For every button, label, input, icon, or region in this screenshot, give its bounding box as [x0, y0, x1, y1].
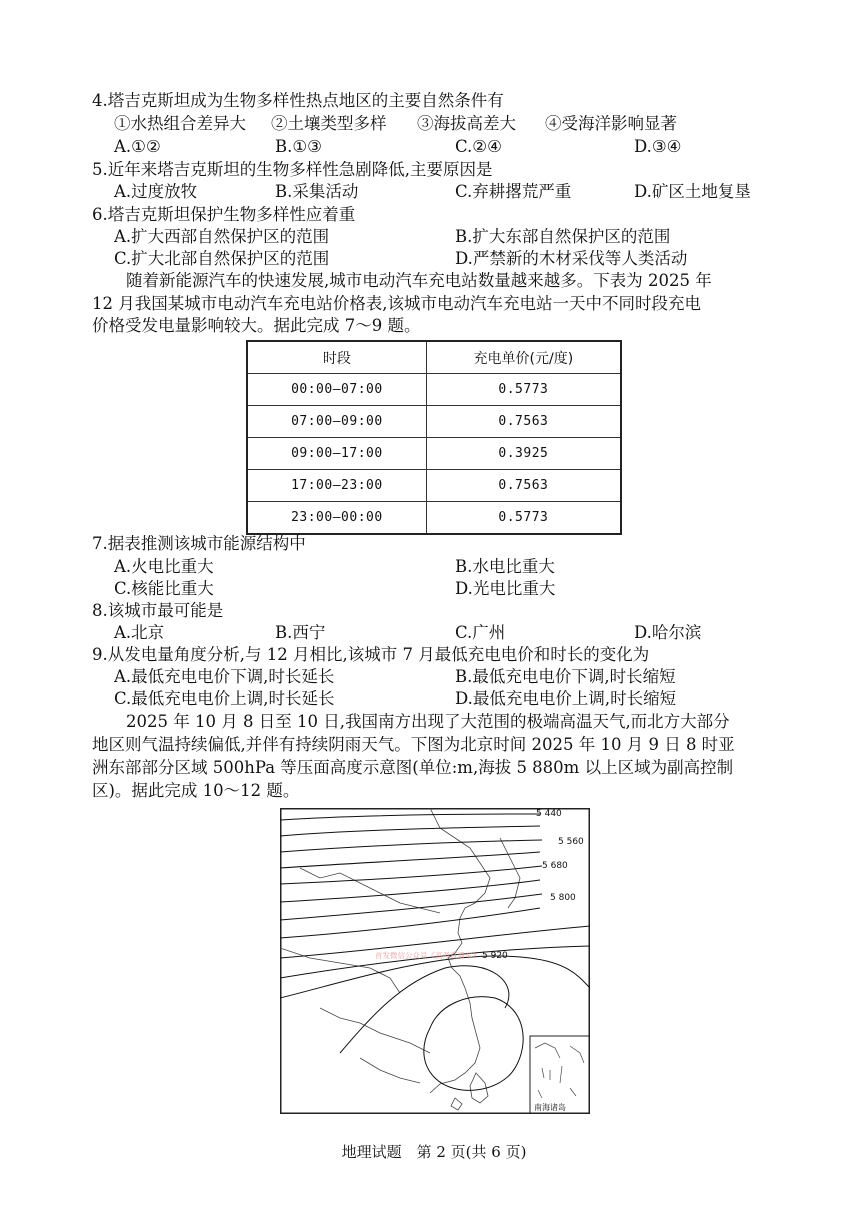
- price-cell: 0.5773: [426, 502, 621, 535]
- q4-option-d: D.③④: [634, 137, 682, 156]
- passage1-line-2: 12 月我国某城市电动汽车充电站价格表,该城市电动汽车充电站一天中不同时段充电: [92, 294, 701, 313]
- passage2-line-1: 2025 年 10 月 8 日至 10 日,我国南方出现了大范围的极端高温天气,而北方大部分: [126, 712, 730, 731]
- contour-label: 5 680: [542, 861, 568, 871]
- q8-option-c: C.广州: [455, 623, 506, 642]
- q9-option-d: D.最低充电电价上调,时长缩短: [455, 689, 677, 708]
- q7-stem: 7.据表推测该城市能源结构中: [92, 534, 306, 553]
- q8-option-d: D.哈尔滨: [634, 623, 702, 642]
- q4-item-2: ②土壤类型多样: [271, 114, 387, 133]
- table-row: [247, 470, 621, 502]
- period-cell: 23:00—00:00: [247, 502, 426, 535]
- passage1-line-1: 随着新能源汽车的快速发展,城市电动汽车充电站数量越来越多。下表为 2025 年: [126, 271, 712, 290]
- table-row: [247, 374, 621, 406]
- inset-label: 南海诸岛: [534, 1103, 566, 1112]
- q8-stem: 8.该城市最可能是: [92, 601, 224, 620]
- contour-label: 5 440: [536, 809, 562, 819]
- q6-option-c: C.扩大北部自然保护区的范围: [114, 249, 330, 268]
- price-cell: 0.7563: [426, 406, 621, 438]
- q9-option-c: C.最低充电电价上调,时长延长: [114, 689, 335, 708]
- table-row: [247, 438, 621, 470]
- q5-stem: 5.近年来塔吉克斯坦的生物多样性急剧降低,主要原因是: [92, 160, 493, 179]
- watermark: 首发微信公众号《高考直通车》: [375, 951, 480, 960]
- q6-option-d: D.严禁新的木材采伐等人类活动: [455, 249, 688, 268]
- period-cell: 07:00—09:00: [247, 406, 426, 438]
- q7-option-a: A.火电比重大: [114, 557, 214, 576]
- q7-option-c: C.核能比重大: [114, 579, 214, 598]
- table-header-price: 充电单价(元/度): [426, 341, 621, 374]
- price-cell: 0.7563: [426, 470, 621, 502]
- q9-option-b: B.最低充电电价下调,时长缩短: [455, 667, 676, 686]
- q9-stem: 9.从发电量角度分析,与 12 月相比,该城市 7 月最低充电电价和时长的变化为: [92, 645, 650, 664]
- period-cell: 00:00—07:00: [247, 374, 426, 406]
- q6-stem: 6.塔吉克斯坦保护生物多样性应着重: [92, 205, 356, 224]
- q5-option-d: D.矿区土地复垦: [634, 182, 751, 201]
- price-cell: 0.3925: [426, 438, 621, 470]
- contour-label: 5 800: [550, 893, 576, 903]
- price-cell: 0.5773: [426, 374, 621, 406]
- table-row: [247, 502, 621, 535]
- q6-option-a: A.扩大西部自然保护区的范围: [114, 227, 330, 246]
- price-table: [246, 340, 622, 535]
- period-cell: 17:00—23:00: [247, 470, 426, 502]
- q8-option-a: A.北京: [114, 623, 165, 642]
- passage2-line-3: 洲东部部分区域 500hPa 等压面高度示意图(单位:m,海拔 5 880m 以上区域为副高控制: [92, 758, 734, 777]
- passage1-line-3: 价格受发电量影响较大。据此完成 7～9 题。: [92, 316, 421, 335]
- table-row: [247, 406, 621, 438]
- q4-item-3: ③海拔高差大: [417, 114, 516, 133]
- table-header-period: 时段: [247, 341, 426, 374]
- isobaric-height-map: [280, 808, 590, 1114]
- q7-option-b: B.水电比重大: [455, 557, 555, 576]
- q4-item-1: ①水热组合差异大: [114, 114, 246, 133]
- q8-option-b: B.西宁: [275, 623, 326, 642]
- q4-option-c: C.②④: [455, 137, 502, 156]
- q5-option-a: A.过度放牧: [114, 182, 198, 201]
- passage2-line-4: 区)。据此完成 10～12 题。: [92, 781, 300, 800]
- passage2-line-2: 地区则气温持续偏低,并伴有持续阴雨天气。下图为北京时间 2025 年 10 月 9 日 8 时亚: [92, 735, 735, 754]
- inset-frame: [530, 1036, 589, 1113]
- page-footer: 地理试题 第 2 页(共 6 页): [341, 1143, 527, 1161]
- q7-option-d: D.光电比重大: [455, 579, 556, 598]
- table-header-row: [247, 341, 621, 374]
- q4-option-a: A.①②: [114, 137, 161, 156]
- q6-option-b: B.扩大东部自然保护区的范围: [455, 227, 671, 246]
- q4-option-b: B.①③: [275, 137, 322, 156]
- q4-stem: 4.塔吉克斯坦成为生物多样性热点地区的主要自然条件有: [92, 91, 504, 110]
- contour-label: 5 560: [558, 837, 584, 847]
- q5-option-b: B.采集活动: [275, 182, 359, 201]
- q5-option-c: C.弃耕撂荒严重: [455, 182, 572, 201]
- q9-option-a: A.最低充电电价下调,时长延长: [114, 667, 335, 686]
- contour-label: 5 920: [482, 951, 508, 961]
- period-cell: 09:00—17:00: [247, 438, 426, 470]
- q4-item-4: ④受海洋影响显著: [545, 114, 677, 133]
